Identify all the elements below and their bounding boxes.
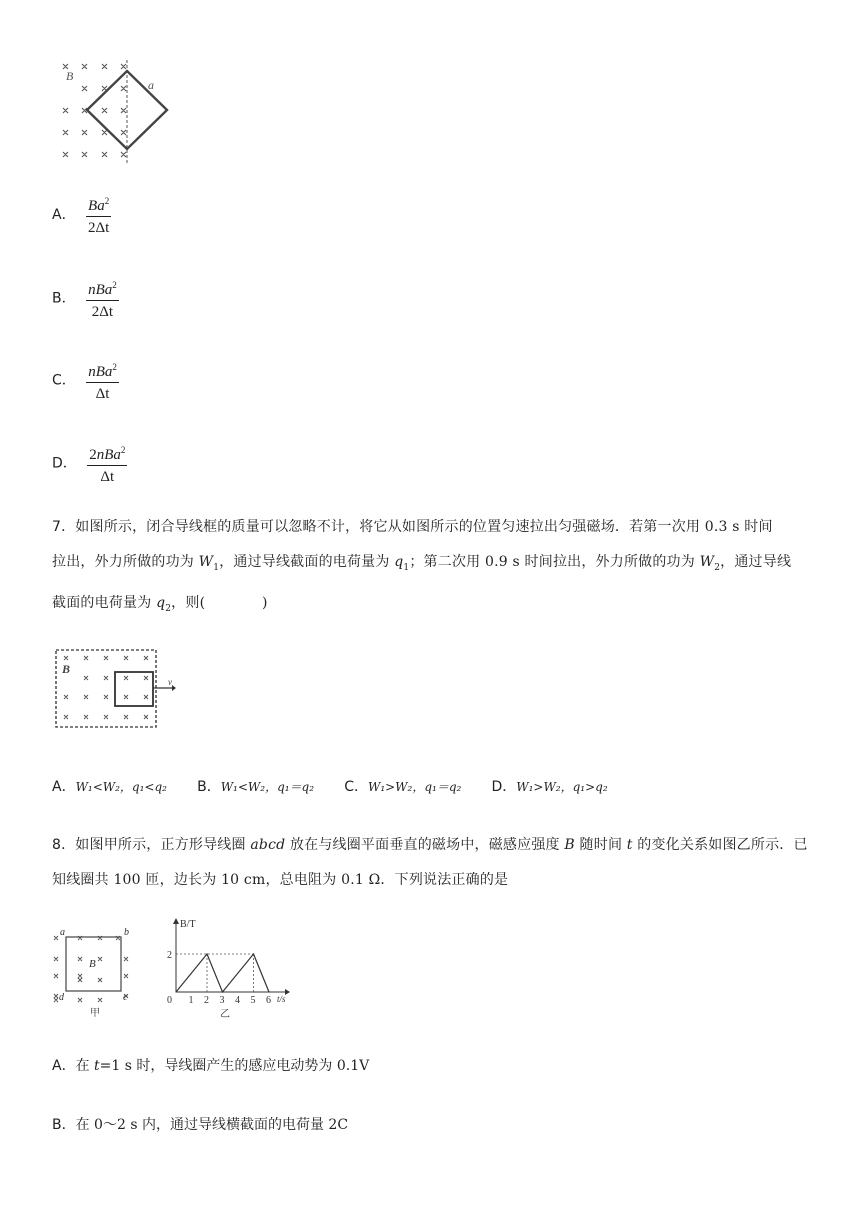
q6-option-B[interactable] — [52, 276, 119, 321]
q8-line-1: 8．如图甲所示，正方形导线圈 abcd 放在与线圈平面垂直的磁场中，磁感应强度 B 随时间 t 的变化关系如图乙所示．已 — [52, 837, 808, 853]
q7-option-B[interactable]: B．W₁<W₂，q₁＝q₂ — [197, 779, 315, 795]
question-number: 8 — [52, 837, 62, 853]
corner-b: b — [124, 927, 129, 938]
x-axis-label: t/s — [277, 994, 286, 1004]
q7-option-A[interactable]: A．W₁<W₂，q₁<q₂ — [52, 779, 167, 795]
origin-label: 0 — [167, 995, 172, 1006]
corner-c: c — [123, 992, 128, 1003]
x-tick-label-5: 5 — [250, 995, 256, 1006]
data-point — [268, 991, 269, 992]
option-label: C． — [52, 372, 76, 389]
corner-d: d — [59, 992, 64, 1003]
data-point — [253, 953, 254, 954]
option-label: B． — [52, 290, 76, 307]
q6-option-C[interactable] — [52, 358, 119, 403]
fraction: $\frac{2nBa^2}{\Delta t}$ — [87, 441, 127, 486]
x-tick-label-2: 2 — [204, 995, 209, 1006]
q7-figure — [54, 648, 180, 730]
q7-stem — [52, 510, 832, 627]
fraction: $\frac{nBa^2}{2\Delta t}$ — [86, 276, 119, 321]
data-point — [206, 953, 207, 954]
q7-option-D[interactable]: D．W₁>W₂，q₁>q₂ — [491, 779, 608, 795]
q8-option-A[interactable]: A．在 t=1 s 时，导线圈产生的感应电动势为 0.1V — [52, 1058, 370, 1074]
q7-line-3: 截面的电荷量为 $q_2$，则( ) — [52, 594, 268, 614]
series-line — [176, 954, 269, 992]
data-point — [175, 991, 176, 992]
q6-option-A[interactable] — [52, 192, 111, 237]
q6-figure — [58, 58, 180, 166]
q8-option-B[interactable]: B．在 0～2 s 内，通过导线横截面的电荷量 2C — [52, 1117, 349, 1133]
q7-line-1: 7．如图所示，闭合导线框的质量可以忽略不计，将它从如图所示的位置匀速拉出匀强磁场．若第一次用 0.3 s 时间 — [52, 519, 773, 535]
side-label-a: a — [148, 78, 154, 92]
q8-stem — [52, 828, 832, 898]
x-tick-label-6: 6 — [266, 995, 271, 1006]
q7-options — [52, 776, 634, 796]
field-region — [56, 650, 156, 727]
x-tick-label-4: 4 — [235, 995, 240, 1006]
field-label-B: B — [89, 958, 96, 970]
x-axis-arrow — [285, 989, 290, 995]
x-tick-label-1: 1 — [188, 995, 194, 1006]
figure-caption-yi: 乙 — [220, 1009, 230, 1020]
q8-line-2: 知线圈共 100 匝，边长为 10 cm，总电阻为 0.1 Ω．下列说法正确的是 — [52, 872, 509, 888]
data-point — [222, 991, 223, 992]
fraction: $\frac{Ba^2}{2\Delta t}$ — [86, 192, 111, 237]
fraction: $\frac{nBa^2}{\Delta t}$ — [86, 358, 119, 403]
option-label: A． — [52, 206, 76, 223]
field-label-B: B — [62, 662, 71, 676]
field-label-B: B — [66, 69, 74, 83]
figure-caption-jia: 甲 — [90, 1008, 100, 1019]
y-tick-label-2: 2 — [167, 950, 172, 961]
question-number: 7 — [52, 519, 62, 535]
q8-bt-graph — [162, 916, 300, 1020]
velocity-label: v — [168, 677, 172, 687]
y-axis-arrow — [173, 918, 179, 924]
q7-option-C[interactable]: C．W₁>W₂，q₁＝q₂ — [344, 779, 462, 795]
y-axis-label: B/T — [180, 919, 196, 930]
q6-option-D[interactable] — [52, 441, 127, 486]
x-tick-label-3: 3 — [219, 995, 225, 1006]
option-label: D． — [52, 455, 77, 472]
corner-a: a — [60, 927, 65, 938]
q8-figure-coil — [50, 926, 140, 1020]
q7-line-2: 拉出，外力所做的功为 $W_1$，通过导线截面的电荷量为 $q_1$；第二次用 0.9 s 时间拉出，外力所做的功为 $W_2$，通过导线 — [52, 554, 792, 573]
